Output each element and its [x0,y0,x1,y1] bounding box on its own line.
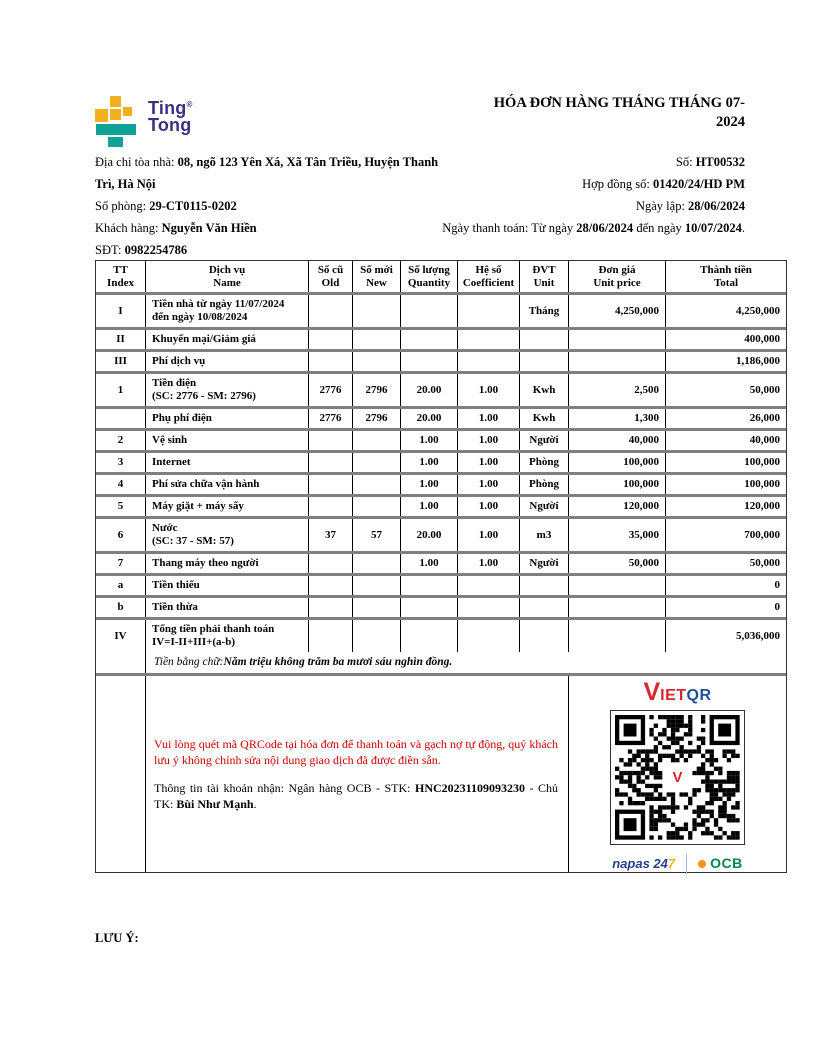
table-header-cell: Đơn giá Unit price [569,261,666,292]
cell-unit: Tháng [520,295,569,327]
cell-quantity: 1.00 [401,431,458,450]
cell-index: 1 [96,374,146,406]
table-row [96,475,786,497]
phone-line: SĐT: 0982254786 [95,243,188,257]
amount-in-words-cell: Tiền bằng chữ: Năm triệu không trăm ba mươi sáu nghìn đồng. [154,656,453,668]
cell-unit-price: 120,000 [569,497,666,516]
amount-in-words-row [96,652,786,676]
cell-new-reading [353,453,401,472]
cell-old-reading [309,497,353,516]
cell-unit: m3 [520,519,569,551]
table-row [96,497,786,519]
cell-old-reading [309,576,353,595]
cell-index: 4 [96,475,146,494]
cell-unit-price [569,620,666,652]
cell-old-reading: 2776 [309,374,353,406]
cell-unit: Người [520,497,569,516]
qr-code [610,710,745,845]
issue-date-line: Ngày lập: 28/06/2024 [635,199,745,213]
cell-service-name: Phí sửa chữa vận hành [146,475,309,494]
cell-coefficient: 1.00 [458,475,520,494]
cell-coefficient: 1.00 [458,409,520,428]
cell-new-reading [353,431,401,450]
cell-unit [520,330,569,349]
customer-info-block [95,151,440,261]
cell-coefficient [458,295,520,327]
payment-period-line: Ngày thanh toán: Từ ngày 28/06/2024 đến ngày 10/07/2024. [442,221,745,235]
table-row [96,620,786,652]
tingtong-logo-icon [95,96,139,146]
table-row [96,519,786,554]
cell-service-name: Phụ phí điện [146,409,309,428]
cell-quantity: 20.00 [401,519,458,551]
table-row [96,431,786,453]
empty-index-cell [96,676,146,872]
table-row [96,374,786,409]
cell-service-name: Tiền điện (SC: 2776 - SM: 2796) [146,374,309,406]
cell-total: 100,000 [744,456,780,468]
invoice-meta-block [440,151,787,261]
cell-unit-price: 50,000 [569,554,666,573]
cell-old-reading [309,598,353,617]
cell-unit: Kwh [520,409,569,428]
table-header-cell: Dịch vụ Name [146,261,309,292]
cell-total: 700,000 [744,528,780,541]
cell-total: 50,000 [749,557,780,569]
cell-total: 26,000 [749,412,780,424]
napas-247-logo: napas 247 [612,856,676,872]
cell-unit: Kwh [520,374,569,406]
cell-total: 0 [774,601,780,613]
cell-index: 2 [96,431,146,450]
cell-new-reading: 2796 [353,409,401,428]
cell-old-reading [309,295,353,327]
cell-unit [520,576,569,595]
cell-new-reading: 57 [353,519,401,551]
cell-unit [520,598,569,617]
table-header-cell: Số lượng Quantity [401,261,458,292]
invoice-table [95,260,787,873]
cell-unit-price: 35,000 [569,519,666,551]
table-header-cell: Số cũ Old [309,261,353,292]
cell-coefficient [458,620,520,652]
cell-service-name: Phí dịch vụ [146,352,309,371]
cell-unit-price: 2,500 [569,374,666,406]
table-header-cell: TT Index [96,261,146,292]
cell-index: 6 [96,519,146,551]
cell-service-name: Nước (SC: 37 - SM: 57) [146,519,309,551]
invoice-title: HÓA ĐƠN HÀNG THÁNG THÁNG 07-2024 [493,95,745,130]
cell-total: 120,000 [744,500,780,512]
cell-service-name: Vệ sinh [146,431,309,450]
footer-note-label: LƯU Ý: [95,931,139,945]
table-row [96,409,786,431]
cell-coefficient: 1.00 [458,453,520,472]
vietqr-logo: VIETQR [643,678,712,706]
cell-new-reading [353,330,401,349]
cell-index: 3 [96,453,146,472]
cell-total: 4,250,000 [736,304,780,317]
cell-unit: Phòng [520,475,569,494]
cell-unit-price: 100,000 [569,453,666,472]
qr-payment-warning: Vui lòng quét mã QRCode tại hóa đơn để thanh toán và gạch nợ tự động, quý khách lưu ý không chỉnh sửa nội dung giao dịch đã được điền sẵn. [154,737,558,767]
cell-coefficient: 1.00 [458,431,520,450]
vietqr-card [569,676,786,872]
building-address-line: Địa chỉ tòa nhà: 08, ngõ 123 Yên Xá, Xã Tân Triều, Huyện Thanh Trì, Hà Nội [95,155,439,191]
table-row [96,330,786,352]
cell-quantity: 20.00 [401,409,458,428]
cell-new-reading [353,620,401,652]
ocb-bank-logo: OCB [698,857,743,870]
cell-total: 0 [774,579,780,591]
cell-new-reading [353,576,401,595]
vietqr-center-mark-icon: V [667,766,689,788]
cell-unit [520,620,569,652]
cell-coefficient: 1.00 [458,554,520,573]
cell-service-name: Internet [146,453,309,472]
cell-unit: Người [520,554,569,573]
cell-new-reading: 2796 [353,374,401,406]
table-header-cell: Số mới New [353,261,401,292]
cell-unit-price [569,330,666,349]
cell-index: IV [96,620,146,652]
cell-old-reading [309,431,353,450]
cell-index: I [96,295,146,327]
cell-quantity: 1.00 [401,554,458,573]
cell-unit [520,352,569,371]
cell-index: b [96,598,146,617]
cell-unit: Người [520,431,569,450]
table-row [96,576,786,598]
cell-old-reading [309,330,353,349]
cell-quantity [401,598,458,617]
cell-total: 40,000 [749,434,780,446]
cell-index: 7 [96,554,146,573]
cell-new-reading [353,352,401,371]
cell-coefficient [458,598,520,617]
tingtong-logo [95,96,193,146]
invoice-table-body [96,295,786,652]
qr-footer [612,854,743,874]
cell-old-reading [309,554,353,573]
ocb-logo-icon [698,860,706,868]
cell-old-reading [309,352,353,371]
customer-name-line: Khách hàng: Nguyễn Văn Hiền [95,221,257,235]
cell-total: 100,000 [744,478,780,490]
table-row [96,352,786,374]
cell-new-reading [353,295,401,327]
cell-unit-price [569,598,666,617]
cell-index [96,409,146,428]
cell-new-reading [353,497,401,516]
cell-service-name: Tiền thừa [146,598,309,617]
bank-account-info: Thông tin tài khoản nhận: Ngân hàng OCB - STK: HNC20231109093230 - Chủ TK: Bùi Như Mạnh. [154,781,558,811]
cell-old-reading [309,475,353,494]
cell-total: 5,036,000 [736,629,780,642]
cell-old-reading [309,620,353,652]
cell-new-reading [353,554,401,573]
cell-old-reading [309,453,353,472]
cell-unit-price [569,352,666,371]
payment-instructions-cell [146,676,569,872]
cell-service-name: Khuyến mại/Giảm giá [146,330,309,349]
cell-index: III [96,352,146,371]
cell-service-name: Thang máy theo người [146,554,309,573]
cell-quantity [401,620,458,652]
table-header-cell: ĐVT Unit [520,261,569,292]
table-row [96,598,786,620]
empty-index-cell [96,652,146,673]
cell-total: 400,000 [744,333,780,345]
cell-coefficient [458,576,520,595]
table-header-row [96,261,786,295]
table-row [96,453,786,475]
cell-quantity: 1.00 [401,497,458,516]
cell-quantity [401,295,458,327]
cell-quantity: 1.00 [401,475,458,494]
contract-number-line: Hợp đồng số: 01420/24/HD PM [582,177,745,191]
room-number-line: Số phòng: 29-CT0115-0202 [95,199,237,213]
cell-total: 50,000 [749,383,780,396]
cell-coefficient [458,330,520,349]
table-header-cell: Thành tiền Total [700,263,752,289]
cell-quantity: 1.00 [401,453,458,472]
cell-unit-price: 4,250,000 [569,295,666,327]
cell-old-reading: 2776 [309,409,353,428]
cell-index: II [96,330,146,349]
cell-old-reading: 37 [309,519,353,551]
cell-quantity [401,576,458,595]
cell-coefficient [458,352,520,371]
cell-service-name: Tiền thiếu [146,576,309,595]
cell-quantity: 20.00 [401,374,458,406]
cell-quantity [401,352,458,371]
cell-coefficient: 1.00 [458,374,520,406]
qr-footer-divider [686,854,687,874]
payment-qr-row [96,676,786,872]
cell-service-name: Tổng tiền phải thanh toán IV=I-II+III+(a-b) [146,620,309,652]
invoice-number-line: Số: HT00532 [675,155,745,169]
cell-coefficient: 1.00 [458,519,520,551]
cell-coefficient: 1.00 [458,497,520,516]
cell-new-reading [353,598,401,617]
table-header-cell: Hệ số Coefficient [458,261,520,292]
tingtong-logo-text: Ting® Tong [148,98,193,135]
cell-unit-price: 1,300 [569,409,666,428]
table-row [96,554,786,576]
table-row [96,295,786,330]
cell-unit-price: 100,000 [569,475,666,494]
cell-unit-price: 40,000 [569,431,666,450]
cell-unit: Phòng [520,453,569,472]
cell-total: 1,186,000 [736,355,780,367]
cell-unit-price [569,576,666,595]
invoice-header-info [95,151,787,261]
cell-new-reading [353,475,401,494]
cell-index: 5 [96,497,146,516]
cell-quantity [401,330,458,349]
cell-service-name: Tiền nhà từ ngày 11/07/2024 đến ngày 10/08/2024 [146,295,309,327]
cell-service-name: Máy giặt + máy sấy [146,497,309,516]
cell-index: a [96,576,146,595]
